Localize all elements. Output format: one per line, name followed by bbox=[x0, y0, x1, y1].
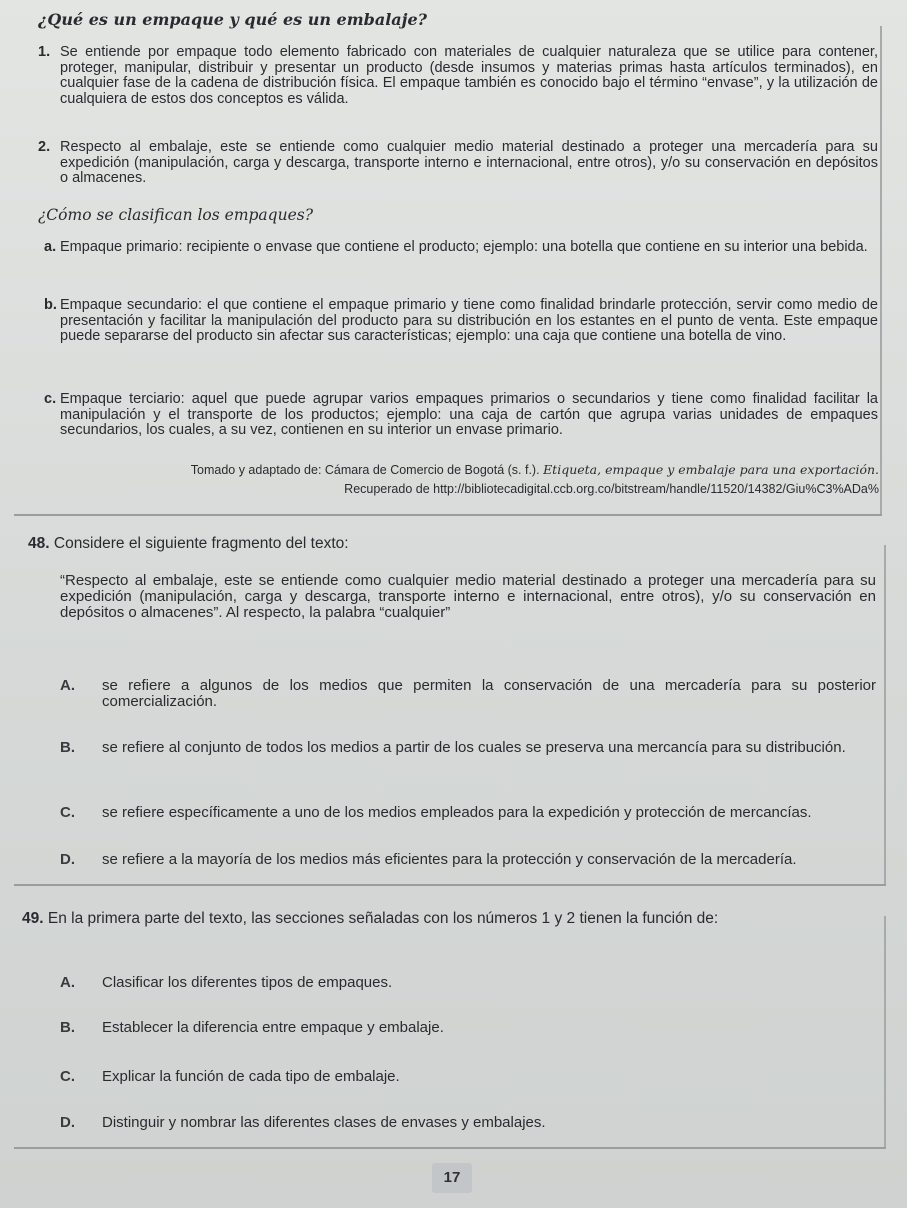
option-letter: C. bbox=[60, 804, 75, 821]
option-letter: B. bbox=[60, 1019, 75, 1036]
option-letter: A. bbox=[60, 974, 75, 991]
question-49-option-b[interactable] bbox=[60, 1020, 860, 1038]
question-48-option-b[interactable] bbox=[60, 740, 876, 774]
page-number: 17 bbox=[432, 1163, 472, 1193]
question-49-stem bbox=[22, 910, 882, 928]
option-text: se refiere a la mayoría de los medios más eficientes para la protección y conservación de la mercadería. bbox=[102, 851, 797, 868]
option-text: Clasificar los diferentes tipos de empaques. bbox=[102, 974, 393, 991]
type-letter: c. bbox=[44, 391, 57, 407]
section-subtitle: ¿Cómo se clasifican los empaques? bbox=[38, 206, 314, 224]
point-text: Respecto al embalaje, este se entiende como cualquier medio material destinado a proteger una mercadería para su expedición (manipulación, carga y descarga, transporte interno e internacional, entre otros), y/o su conservación en depósitos o almacenes. bbox=[60, 139, 878, 186]
option-text: Explicar la función de cada tipo de embalaje. bbox=[102, 1068, 400, 1085]
source-citation bbox=[119, 462, 879, 478]
point-number: 1. bbox=[38, 44, 51, 60]
option-letter: C. bbox=[60, 1068, 75, 1085]
source-title: Etiqueta, empaque y embalaje para una exportación. bbox=[543, 462, 879, 477]
question-48-stem bbox=[28, 535, 868, 553]
option-text: Distinguir y nombrar las diferentes clases de envases y embalajes. bbox=[102, 1114, 546, 1131]
question-48-quote: “Respecto al embalaje, este se entiende como cualquier medio material destinado a proteger una mercadería para su expedición (manipulación, carga y descarga, transporte interno e internacional, entre otros), y/o su conservación en depósitos o almacenes”. Al respecto, la palabra “cualquier” bbox=[60, 572, 876, 621]
question-48-border bbox=[884, 545, 886, 885]
type-text: Empaque primario: recipiente o envase que contiene el producto; ejemplo: una botella que contiene en su interior una bebida. bbox=[60, 239, 868, 255]
option-text: se refiere a algunos de los medios que permiten la conservación de una mercadería para su posterior comercialización. bbox=[102, 677, 876, 710]
question-text: Considere el siguiente fragmento del texto: bbox=[53, 535, 349, 552]
section-divider bbox=[14, 1147, 886, 1149]
option-letter: B. bbox=[60, 739, 75, 756]
question-number: 48. bbox=[28, 535, 50, 552]
option-text: Establecer la diferencia entre empaque y embalaje. bbox=[102, 1019, 444, 1036]
option-letter: D. bbox=[60, 851, 75, 868]
option-letter: A. bbox=[60, 677, 75, 694]
section-divider bbox=[14, 514, 882, 516]
question-48-option-a[interactable] bbox=[60, 678, 876, 712]
question-49-option-c[interactable] bbox=[60, 1069, 860, 1087]
passage-border bbox=[880, 26, 882, 516]
type-letter: a. bbox=[44, 239, 57, 255]
question-48-option-d[interactable] bbox=[60, 852, 876, 870]
point-number: 2. bbox=[38, 139, 51, 155]
section-divider bbox=[14, 884, 886, 886]
option-letter: D. bbox=[60, 1114, 75, 1131]
type-letter: b. bbox=[44, 297, 57, 313]
type-text: Empaque secundario: el que contiene el empaque primario y tiene como finalidad brindarle protección, servir como medio de presentación y facilitar la manipulación del producto para su distribución en los estantes en el punto de venta. Este empaque puede separarse del producto sin afectar sus características; ejemplo: una caja que contiene una botella de vino. bbox=[60, 297, 878, 344]
question-48-option-c[interactable] bbox=[60, 805, 876, 823]
point-text: Se entiende por empaque todo elemento fabricado con materiales de cualquier naturaleza que se utilice para contener, proteger, manipular, distribuir y presentar un producto (desde insumos y materias primas hasta artículos terminados), en cualquier fase de la cadena de distribución física. El empaque también es conocido bajo el término “envase”, y la utilización de cualquiera de estos dos conceptos es válida. bbox=[60, 44, 878, 107]
question-49-border bbox=[884, 916, 886, 1148]
source-url: Recuperado de http://bibliotecadigital.ccb.org.co/bitstream/handle/11520/14382/Giu%C3%ADa% bbox=[344, 482, 879, 496]
option-text: se refiere específicamente a uno de los medios empleados para la expedición y protección de mercancías. bbox=[102, 804, 812, 821]
type-text: Empaque terciario: aquel que puede agrupar varios empaques primarios o secundarios y tiene como finalidad facilitar la manipulación y el transporte de los productos; ejemplo: una caja de cartón que agrupa varias unidades de empaques secundarios, los cuales, a su vez, contienen en su interior un envase primario. bbox=[60, 391, 878, 438]
question-49-option-d[interactable] bbox=[60, 1115, 860, 1133]
question-number: 49. bbox=[22, 910, 44, 927]
question-49-option-a[interactable] bbox=[60, 975, 860, 993]
option-text: se refiere al conjunto de todos los medios a partir de los cuales se preserva una mercancía para su distribución. bbox=[102, 739, 846, 756]
question-text: En la primera parte del texto, las secciones señaladas con los números 1 y 2 tienen la función de: bbox=[47, 910, 719, 927]
source-prefix: Tomado y adaptado de: Cámara de Comercio de Bogotá (s. f.). bbox=[190, 463, 540, 477]
passage-title: ¿Qué es un empaque y qué es un embalaje? bbox=[38, 10, 428, 29]
